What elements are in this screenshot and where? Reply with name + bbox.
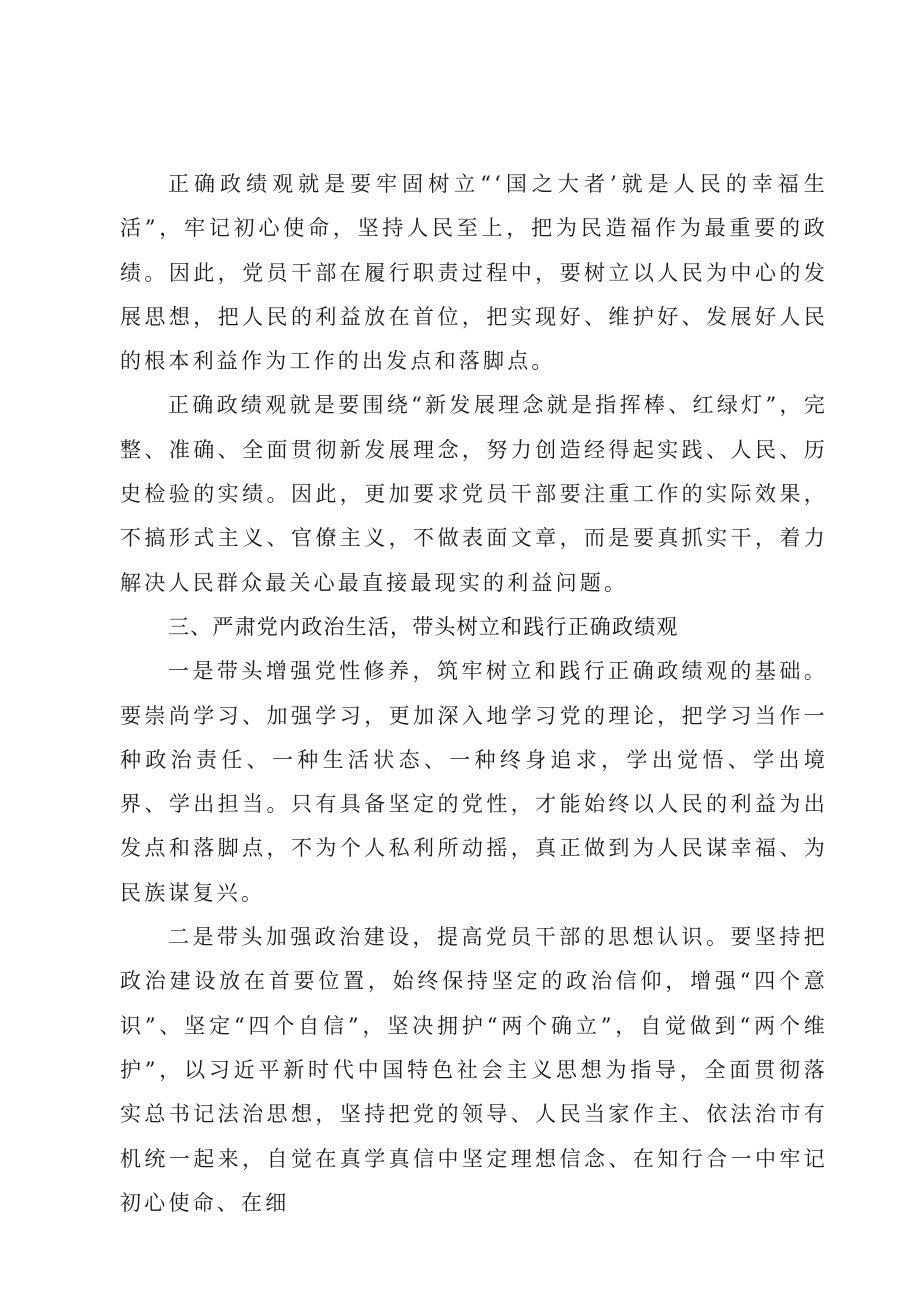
body-paragraph-1: 正确政绩观就是要牢固树立“‘国之大者’就是人民的幸福生活”，牢记初心使命，坚持人民至上，把为民造福作为最重要的政绩。因此，党员干部在履行职责过程中，要树立以人民为中心的发展思想，把人民的利益放在首位，把实现好、维护好、发展好人民的根本利益作为工作的出发点和落脚点。 — [120, 172, 828, 374]
section-paragraph-1: 一是带头增强党性修养，筑牢树立和践行正确政绩观的基础。要崇尚学习、加强学习，更加深入地学习党的理论，把学习当作一种政治责任、一种生活状态、一种终身追求，学出觉悟、学出境界、学出担当。只有具备坚定的党性，才能始终以人民的利益为出发点和落脚点，不为个人私利所动摇，真正做到为人民谋幸福、为民族谋复兴。 — [120, 659, 828, 905]
document-body — [120, 162, 828, 1225]
section-paragraph-2: 二是带头加强政治建设，提高党员干部的思想认识。要坚持把政治建设放在首要位置，始终保持坚定的政治信仰，增强“四个意识”、坚定“四个自信”，坚决拥护“两个确立”，自觉做到“两个维护”，以习近平新时代中国特色社会主义思想为指导，全面贯彻落实总书记法治思想，坚持把党的领导、人民当家作主、依法治市有机统一起来，自觉在真学真信中坚定理想信念、在知行合一中牢记初心使命、在细 — [120, 925, 828, 1215]
section-heading: 三、严肃党内政治生活，带头树立和践行正确政绩观 — [168, 614, 679, 639]
body-paragraph-2: 正确政绩观就是要围绕“新发展理念就是指挥棒、红绿灯”，完整、准确、全面贯彻新发展理念，努力创造经得起实践、人民、历史检验的实绩。因此，更加要求党员干部要注重工作的实际效果，不搞形式主义、官僚主义，不做表面文章，而是要真抓实干，着力解决人民群众最关心最直接最现实的利益问题。 — [120, 393, 828, 595]
